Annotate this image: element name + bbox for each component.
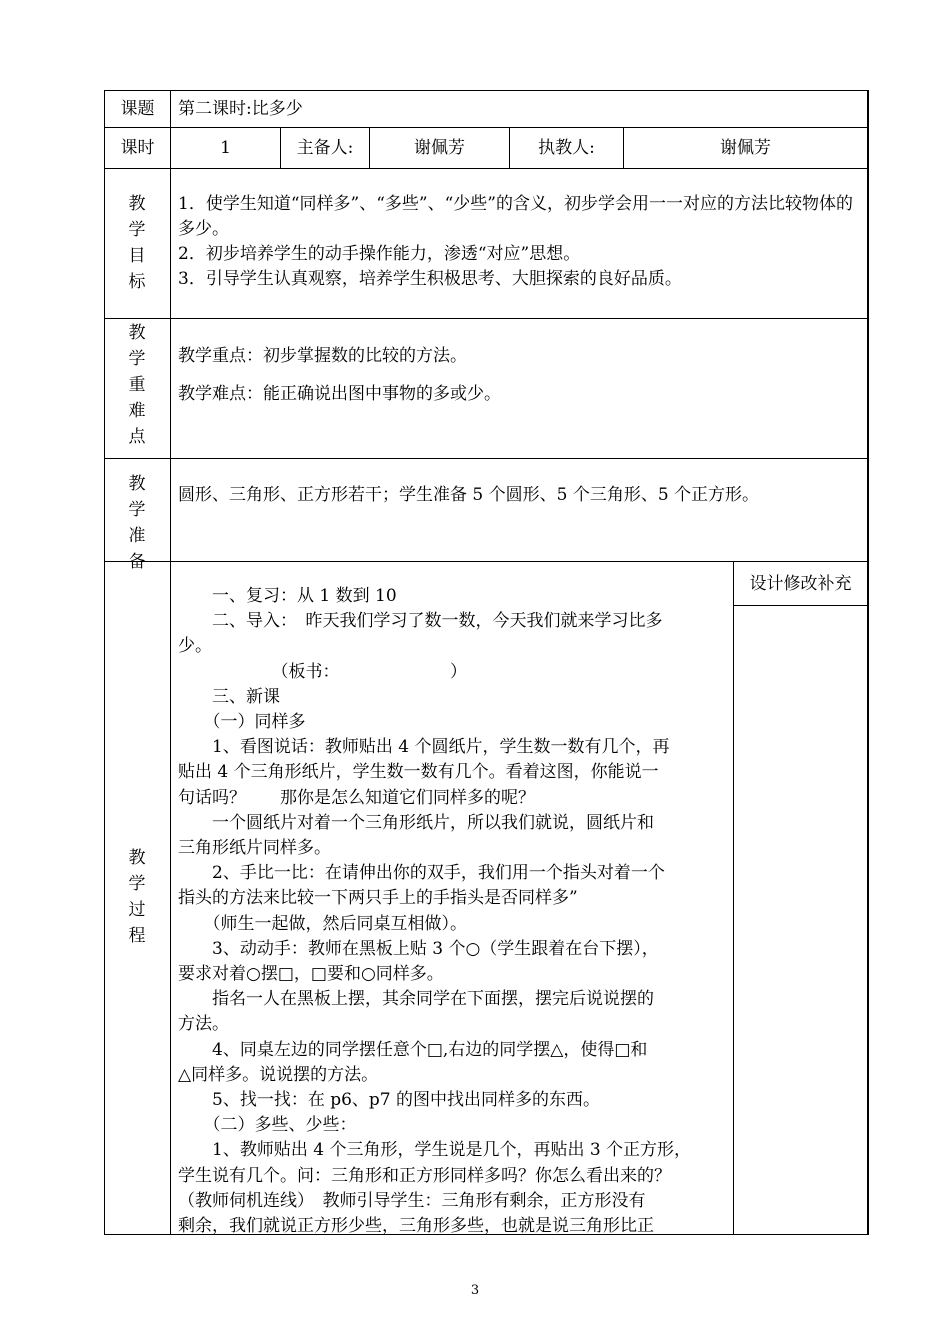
preparation-label-char: 准: [128, 526, 146, 546]
goal-item: 3．引导学生认真观察，培养学生积极思考、大胆探索的良好品质。: [178, 269, 682, 289]
process-line: 指头的方法来比较一下两只手上的手指头是否同样多”: [178, 888, 578, 909]
process-line: 一个圆纸片对着一个三角形纸片，所以我们就说，圆纸片和: [178, 812, 654, 833]
process-line: 少。: [178, 636, 212, 657]
difficulty-text: 教学难点：能正确说出图中事物的多或少。: [178, 384, 501, 404]
process-line: 三、新课: [178, 686, 280, 707]
process-line: （师生一起做，然后同桌互相做）。: [178, 913, 467, 934]
process-line: 要求对着○摆□，□要和○同样多。: [178, 964, 444, 985]
key-points-label-char: 学: [128, 349, 146, 369]
key-points-label: [127, 320, 147, 450]
process-label: [127, 845, 147, 949]
period-value: 1: [220, 138, 231, 158]
key-points-label-char: 重: [128, 375, 146, 395]
design-notes-header: 设计修改补充: [749, 573, 852, 594]
process-line: 3、动动手：教师在黑板上贴 3 个○（学生跟着在台下摆），: [178, 938, 659, 959]
process-label-char: 教: [128, 848, 146, 868]
lead-prep-name: 谢佩芳: [414, 138, 465, 158]
lead-prep-label: 主备人:: [296, 138, 354, 158]
process-label-char: 过: [128, 900, 146, 920]
table-top-border: [104, 90, 868, 91]
preparation-label-char: 学: [128, 500, 146, 520]
topic-label: 课题: [120, 99, 155, 119]
process-line: 1、看图说话：教师贴出 4 个圆纸片，学生数一数有几个，再: [178, 737, 670, 758]
teacher-name: 谢佩芳: [720, 138, 771, 158]
key-points-label-char: 难: [128, 401, 146, 421]
preparation-label-char: 备: [128, 552, 146, 572]
preparation-label-char: 教: [128, 474, 146, 494]
goals-label-char: 教: [128, 194, 146, 214]
process-line: 贴出 4 个三角形纸片，学生数一数有几个。看着这图，你能说一: [178, 762, 659, 783]
key-point-text: 教学重点：初步掌握数的比较的方法。: [178, 346, 467, 366]
row-divider: [104, 318, 868, 319]
process-line: 5、找一找：在 p6、p7 的图中找出同样多的东西。: [178, 1090, 601, 1111]
process-line: 学生说有几个。问：三角形和正方形同样多吗？你怎么看出来的？: [178, 1165, 671, 1186]
process-line: 指名一人在黑板上摆，其余同学在下面摆，摆完后说说摆的: [178, 989, 654, 1010]
process-line: （板书： ）: [178, 661, 467, 682]
page-number: 3: [470, 1283, 480, 1298]
goals-label-char: 目: [128, 246, 146, 266]
row-divider: [104, 458, 868, 459]
process-line: 4、同桌左边的同学摆任意个□,右边的同学摆△，使得□和: [178, 1039, 648, 1060]
goals-label: [127, 191, 147, 295]
goal-item: 2．初步培养学生的动手操作能力，渗透“对应”思想。: [178, 244, 581, 264]
goals-label-char: 学: [128, 220, 146, 240]
process-line: 句话吗？ 那你是怎么知道它们同样多的呢？: [178, 787, 535, 808]
process-line: 1、教师贴出 4 个三角形，学生说是几个，再贴出 3 个正方形，: [178, 1140, 692, 1161]
row-divider: [104, 168, 868, 169]
goals-list: [178, 192, 864, 292]
process-line: 三角形纸片同样多。: [178, 838, 331, 859]
process-line: 2、手比一比：在请伸出你的双手，我们用一个指头对着一个: [178, 863, 665, 884]
process-line: 一、复习：从 1 数到 10: [178, 586, 397, 606]
teacher-label: 执教人:: [538, 138, 595, 158]
process-label-char: 程: [128, 926, 146, 946]
label-column-divider: [170, 90, 171, 1235]
process-line: 二、导入： 昨天我们学习了数一数，今天我们就来学习比多: [178, 611, 663, 632]
process-line: （二）多些、少些：: [178, 1115, 357, 1136]
process-line: 方法。: [178, 1014, 229, 1035]
side-header-divider: [733, 605, 868, 606]
process-line: 剩余，我们就说正方形少些，三角形多些，也就是说三角形比正: [178, 1216, 654, 1237]
process-line: △同样多。说说摆的方法。: [178, 1064, 379, 1085]
process-line: （教师伺机连线） 教师引导学生：三角形有剩余，正方形没有: [178, 1190, 646, 1211]
process-label-char: 学: [128, 874, 146, 894]
topic-value: 第二课时:比多少: [178, 99, 303, 119]
side-column-divider: [733, 561, 734, 1234]
process-line: （一）同样多: [178, 712, 306, 733]
process-body: [178, 584, 730, 1239]
period-label: 课时: [120, 138, 155, 158]
preparation-label: [127, 471, 147, 575]
table-right-border: [867, 90, 869, 1235]
key-points-label-char: 点: [128, 427, 146, 447]
goal-item: 1．使学生知道“同样多”、“多些”、“少些”的含义，初步学会用一一对应的方法比较物体的多少。: [178, 194, 853, 239]
table-left-border: [104, 90, 105, 1235]
key-points-label-char: 教: [128, 323, 146, 343]
preparation-text: 圆形、三角形、正方形若干；学生准备 5 个圆形、5 个三角形、5 个正方形。: [178, 485, 760, 505]
goals-label-char: 标: [128, 272, 146, 292]
